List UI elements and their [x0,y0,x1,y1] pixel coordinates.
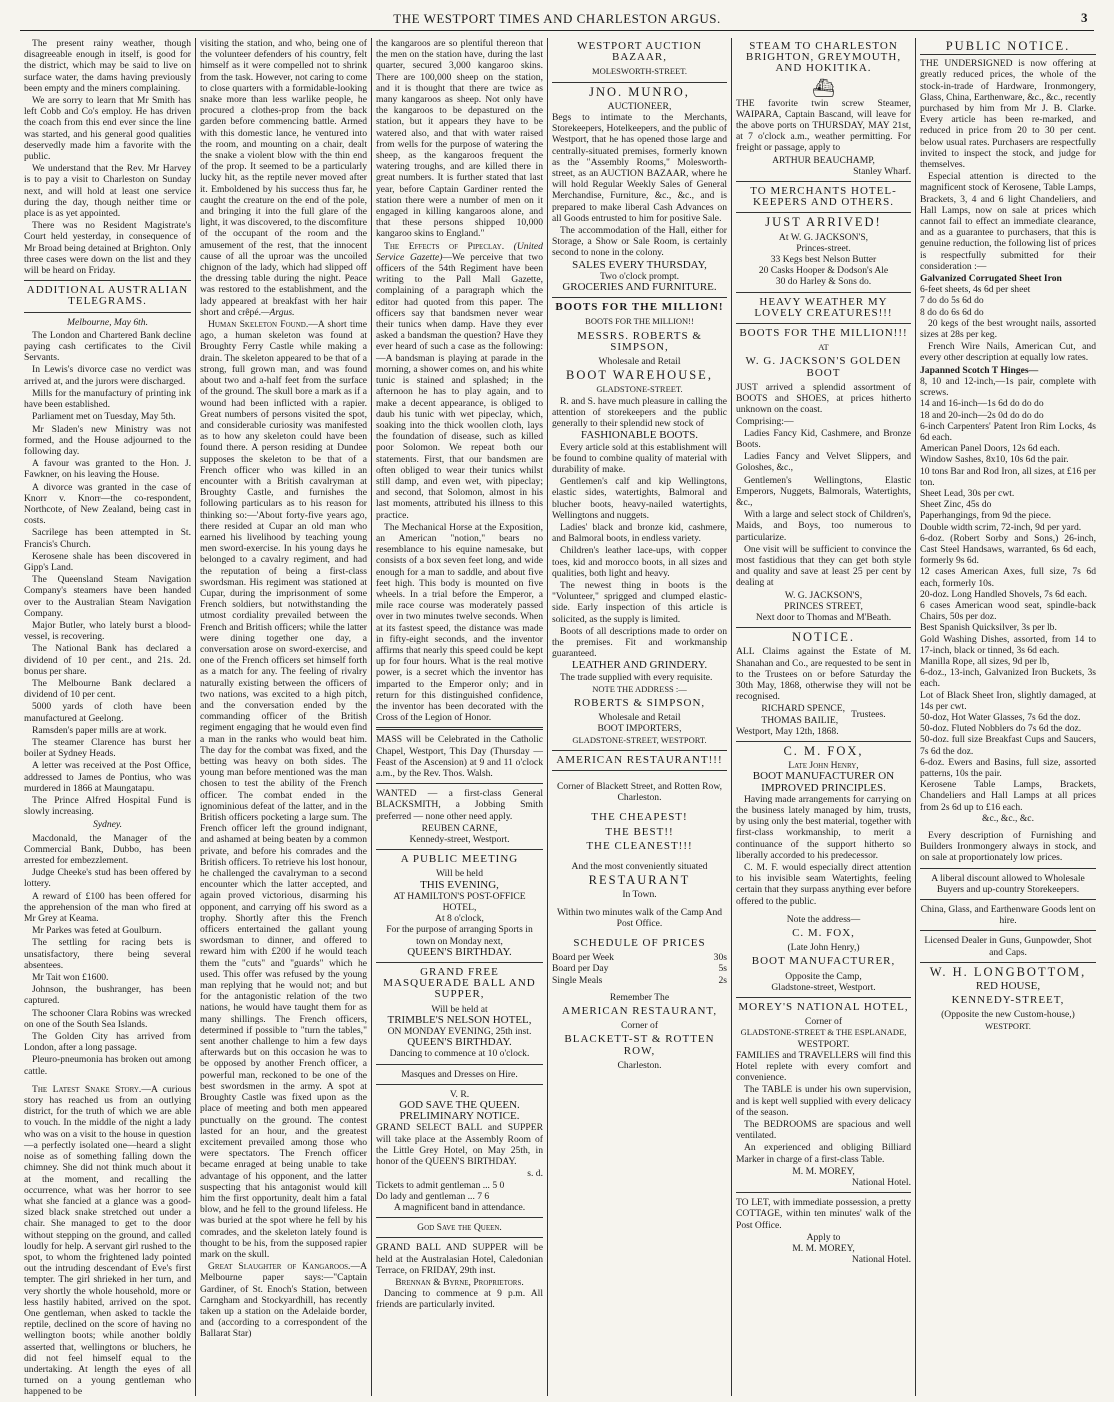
ad-line: Masques and Dresses on Hire. [401,1068,518,1080]
ad-line: M. M. MOREY, [792,1243,855,1255]
divider [376,1217,543,1218]
article-body: the kangaroos are so plentiful thereon that the men on the station have, during the last quarter, secured 3,000 kangaroo skins. There are 100,000 sheep on the station, and it is thought that there are twice as many kangaroos as sheep. Not only have the kangaroos to be depastured on the station, but it appears they have to be watered also, and that with water raised from wells for the purpose of watering the sheep, as the kangaroos frequent the watering troughs, and are killed there in great numbers. It is further stated that last year, before Captain Gardiner rented the station there were a number of men on it engaged in killing kangaroos alone, and that these persons shipped 10,000 kangaroo skins to England." [376,38,543,240]
telegram-item: Pleuro-pneumonia has broken out among cattle. [24,1054,191,1077]
ad-text: The TABLE is under his own supervision, and is kept well supplied with every delicacy of the season. [736,1084,911,1118]
ad-title: BOOT MANUFACTURER, [751,955,896,968]
telegram-item: Sacrilege has been attempted in St. Francis's Church. [24,527,191,550]
ad-line: TRIMBLE'S NELSON HOTEL, [387,1013,532,1026]
ad-line: GOD SAVE THE QUEEN. [399,1099,520,1112]
column-5 [732,38,916,1396]
ad-line: (Opposite the new Custom-house,) [941,1009,1075,1021]
page-number: 3 [1081,10,1088,25]
ad-line: Westport, May 12th, 1868. [736,725,839,737]
telegrams-heading: ADDITIONAL AUSTRALIAN TELEGRAMS. [26,284,189,308]
list-item: Paperhangings, from 9d the piece. [920,510,1052,522]
ad-title: SCHEDULE OF PRICES [573,937,706,950]
ad-line: Gladstone-street, Westport. [771,981,876,993]
ad-text: THE UNDERSIGNED is now offering at greatly reduced prices, the whole of the stock-in-trade of Hardware, Ironmongery, Glass, China, Earthenware, &c., &c., recently purchased by him from Mr J. B. Clarke. Every article has been re-marked, and reduced in price from 20 to 30 per cent. below usual rates. Purchasers are respectfully invited to inspect the stock, and judge for themselves. [920,58,1096,171]
article-body: —We perceive that two officers of the 54th Regiment have been writing to the Pall Mall Gazette, complaining of a paragraph which the editor had quoted from this paper. The officers say that bandsmen never wear their tunics when damp. Have they ever asked a bandsman the question? Have they ever heard of such a case as the following:—A bandsman is playing at parade in the morning, a shower comes on, and his white tunic is stained and splashed; in the afternoon he has to play again, and to make a decent appearance, is obliged to daub his tunic with wet pipeclay, which, soaking into the thick woollen cloth, lays the foundation of disease, such as killed poor Solomon. We repeat both our statements. First, that our bandsmen are often obliged to wear their tunics whilst still damp, and even wet, with pipeclay; and second, that Solomon, almost in his last moments, attributed his illness to this practice. [376,251,543,521]
telegram-item: Johnson, the bushranger, has been captured. [24,984,191,1007]
ad-line: AT HAMILTON'S POST-OFFICE HOTEL, [393,890,526,914]
ad-line: At 8 o'clock, [435,913,484,925]
ad-line: Comprising:— [736,416,794,428]
ad-line: FASHIONABLE BOOTS. [580,429,699,442]
telegram-item: Judge Cheeke's stud has been offered by lottery. [24,867,191,890]
price-row [552,963,727,974]
article-source: —Argus. [261,306,295,318]
ad-title: BOOTS FOR THE MILLION! [555,301,724,314]
ad-title: RESTAURANT [588,873,691,888]
article-body: —A curious story has reached us from an outlying district, for the truth of which we are able to vouch. In the middle of the night a lady who was on a visit to the house in question—a perfectly isolated one—heard a slight noise as of something falling down the chimney. She did not think much about it at the moment, and recalling the occurrence, what was her horror to see what she fancied at a glance was a good-sized black snake stretched out under a chair. She managed to get to the door without stepping on the ground, and called loudly for help. A servant girl rushed to the spot, to whom the frightened lady pointed out the intruding descendant of Eve's first tempter. The girl shrieked in her turn, and very shortly the whole household, more or less hastily habited, arrived on the spot. One gentleman, when asked to tackle the reptile, declined on the score of having no wellington boots; while another boldly asserted that, wellingtons or bluchers, he did not feel himself equal to the undertaking. At length the eyes of all turned on a young gentleman who happened to be [24,1083,191,1396]
price-value: 2s [718,974,727,986]
divider [920,868,1096,869]
ad-line: QUEEN'S BIRTHDAY. [407,1036,512,1049]
telegram-item: Mr Tait won £1600. [32,972,109,984]
ad-line: Charleston. [617,1059,662,1071]
telegram-item: The National Bank has declared a dividend of 10 per cent., and 21s. 2d. bonus per share. [24,643,191,677]
price-label: Board per Week [552,952,614,964]
divider [376,962,543,963]
ad-line: 30 do Harley & Sons do. [775,276,872,288]
ad-text: JUST arrived a splendid assortment of BOOTS and SHOES, at prices hitherto unknown on the coast. [736,381,911,416]
ad-text: The newest thing in boots is the "Volunteer," sprigged and clumped elastic-side. Early inspection of this article is solicited, as the supply is limited. [552,579,727,625]
columns [20,38,1100,1396]
column-6 [916,38,1100,1396]
divider [736,323,911,324]
ad-title: MOREY'S NATIONAL HOTEL, [738,1001,909,1014]
ad-line: AUCTIONEER, [607,100,672,112]
telegram-item: Kerosene shale has been discovered in Gipp's Land. [24,550,191,573]
divider [736,627,911,628]
list-item: Sheet Lead, 30s per cwt. [920,487,1015,499]
ad-text: Boots of all descriptions made to order on the premises. Fit and workmanship guaranteed. [552,625,727,660]
divider [376,1064,543,1065]
ad-title: W. H. LONGBOTTOM, [929,964,1087,979]
price-label: Single Meals [552,974,603,986]
list-item: 8 do do 6s 6d do [920,306,984,318]
ad-text: Every article sold at this establishment will be found to combine quality of material with durability of make. [552,441,727,475]
masthead-title: THE WESTPORT TIMES AND CHARLESTON ARGUS. [393,11,721,26]
ad-text: Every description of Furnishing and Builders Ironmongery always in stock, and on sale at proportionately low prices. [920,830,1096,864]
news-paragraph: There was no Resident Magistrate's Court held yesterday, in consequence of Mr Broad being detained at Brighton. Only three cases were down on the list and they will be heard on Friday. [24,220,191,277]
column-3 [372,38,548,1396]
ad-line: Do lady and gentleman ... 7 6 [376,1190,490,1202]
ad-line: National Hotel. [851,1254,911,1266]
ad-line: Corner of [804,1016,843,1028]
ad-title: W. G. JACKSON'S GOLDEN BOOT [745,355,902,379]
ad-line: Note the address— [786,913,861,925]
news-paragraph: We understand that the Rev. Mr Harvey is to pay a visit to Charleston on Sunday next, and will hold at least one service during the day, though neither time or place is as yet appointed. [24,163,191,220]
ad-line: Wholesale and Retail [598,356,681,368]
list-item: Double width scrim, 72-inch, 9d per yard. [920,521,1082,533]
ad-line: Wholesale and Retail [598,712,681,724]
telegram-item: A favour was granted to the Hon. J. Fawkner, on his leaving the House. [24,458,191,481]
steamship-icon: ⛴ [812,77,835,98]
ad-line: THE CLEANEST!!! [586,839,693,852]
telegram-item: A reward of £100 has been offered for the apprehension of the man who fired at Mr Grey at Keama. [24,890,191,925]
ad-line: &c., &c., &c. [982,812,1034,824]
telegram-item: A divorce was granted in the case of Knorr v. Knorr—the co-respondent, Northcote, of New Zealand, being cast in costs. [24,481,191,527]
ad-title: NOTICE. [792,630,855,645]
divider [736,741,911,742]
ad-line: Dancing to commence at 9 p.m. All friends are particularly invited. [376,1288,543,1311]
ad-text: The trade supplied with every requisite. [560,671,713,683]
price-value: 5s [718,963,727,975]
list-item: 50-doz, Hot Water Glasses, 7s 6d the doz. [920,711,1081,723]
column-4 [548,38,732,1396]
ad-line: Brennan & Byrne, Proprietors. [395,1276,524,1288]
divider [736,181,911,182]
divider [920,962,1096,963]
ad-text: One visit will be sufficient to convince the most fastidious that they can get both style and quality and save at least 25 per cent by dealing at [736,543,911,589]
article-text: visiting the station, and who, being one of the volunteer defenders of his country, felt himself as it were compelled not to shrink from the task. However, not caring to come to close quarters with a formidable-looking snake more than less warlike people, he procured a clothes-prop from the back garden before commencing battle. Armed with this domestic lance, he ventured into the room, and mounting on a chair, dealt the snake a violent blow with the thin end of the prop. It seemed to be a particularly lucky hit, as the reptile never moved after it. Emboldened by his success thus far, he caught the creature on the end of the pole, and bringing it into the full glare of the light, it was discovered, to the discomfiture of the occupant of the room and the amusement of the rest, that the innocent cause of all the uproar was the uncoiled chignon of the lady, which had slipped off the dressing table during the night. Peace was restored to the establishment, and the lady appeared at breakfast with her hair short and crêpé. [200,38,367,318]
ad-line: THE BEST!! [605,825,674,838]
ad-line: Corner of Blackett Street, and Rotten Row, Charleston. [556,780,723,804]
ad-title: ROBERTS & SIMPSON, [573,696,706,709]
article-title: Human Skeleton Found. [208,319,309,331]
divider [552,82,727,83]
ad-line: Corner of [620,1020,659,1032]
ad-title: PUBLIC NOTICE. [920,41,1096,55]
list-item: 6-doz., 13-inch, Galvanized Iron Buckets, 3s each. [920,667,1096,690]
list-item: 6-doz. (Robert Sorby and Sons,) 26-inch, Cast Steel Handsaws, warranted, 6s 6d each, formerly 9s 6d. [920,532,1096,567]
ad-line: 33 Kegs best Nelson Butter [770,254,877,266]
divider [376,1084,543,1085]
telegram-item: 5000 yards of cloth have been manufactured at Geelong. [24,701,191,724]
ad-line: AMERICAN RESTAURANT, [561,1005,718,1018]
ad-text: ALL Claims against the Estate of M. Shanahan and Co., are requested to be sent in to the Trustees on or before Saturday the 30th May, 1868, otherwise they will not be recognised. [736,646,911,703]
divider [736,1192,911,1193]
ad-title: BOOT WAREHOUSE, [566,368,713,383]
telegram-item: The London and Chartered Bank decline paying cash certificates to the Civil Servants. [24,329,191,364]
ad-line: Will be held [435,868,484,880]
article-title: The Latest Snake Story. [32,1083,142,1095]
ad-line: RED HOUSE, [975,980,1041,993]
list-item: American Panel Doors, 12s 6d each. [920,443,1060,455]
ad-line: WESTPORT. [797,1038,850,1050]
ad-line: Will be held at [431,1003,488,1015]
ad-line: BOOT IMPORTERS, [597,723,682,735]
ad-line: 20 Casks Hooper & Dodson's Ale [758,265,889,277]
ad-title: TO MERCHANTS HOTEL-KEEPERS AND OTHERS. [750,185,897,209]
ad-line: KENNEDY-STREET, [951,994,1065,1007]
telegram-item: The Prince Alfred Hospital Fund is slowly increasing. [24,795,191,818]
article-title: The Effects of Pipeclay. [384,240,505,252]
ad-title: MESSRS. ROBERTS & SIMPSON, [577,329,702,353]
list-item: 7 do do 5s 6d do [920,295,984,307]
divider [376,849,543,850]
list-item: 50-doz. full size Breakfast Cups and Saucers, 7s 6d the doz. [920,734,1096,757]
ad-line: Tickets to admit gentleman ... 5 0 [376,1179,505,1191]
ad-wanted-name: REUBEN CARNE, [421,822,498,834]
telegram-item: Mills for the manufactury of printing ink have been established. [24,387,191,411]
price-row [552,975,727,986]
article-body [200,38,367,318]
ad-line: (Late John Henry,) [787,942,860,954]
ad-title: BOOTS FOR THE MILLION!!! [739,327,908,340]
telegram-item: Mr Sladen's new Ministry was not formed, and the House adjourned to the following day. [24,423,191,457]
ad-grand-ball: GRAND BALL AND SUPPER will be held at the Australasian Hotel, Caledonian Terrace, on FRIDAY, 29th inst. [376,1242,543,1276]
ad-wanted-address: Kennedy-street, Westport. [409,834,510,846]
list-item: Ladies Fancy and Velvet Slippers, and Goloshes, &c., [736,451,911,474]
telegram-item: The Golden City has arrived from London, after a long passage. [24,1031,191,1054]
ad-text: The BEDROOMS are spacious and well ventilated. [736,1119,911,1142]
ad-line: Stanley Wharf. [853,165,911,177]
list-item: Sheet Zinc, 45s do [920,499,992,511]
price-value: 30s [713,952,727,964]
ad-text: FAMILIES and TRAVELLERS will find this Hotel replete with every comfort and convenience. [736,1049,911,1084]
dateline-melbourne: Melbourne, May 6th. [67,316,148,328]
telegram-item: Parliament met on Tuesday, May 5th. [32,411,176,423]
divider [376,783,543,784]
telegram-item: In Lewis's divorce case no verdict was arrived at, and the jurors were discharged. [24,364,191,387]
ad-text: Having made arrangements for carrying on the business lately managed by him, trusts, by using only the best material, together with first-class workmanship, to merit a continuance of the support hitherto so liberally accorded to his predecessor. [736,793,911,861]
ad-text: Children's leather lace-ups, with copper toes, kid and morocco boots, in all sizes and qualities, both light and heavy. [552,545,727,579]
news-paragraph: The present rainy weather, though disagreeable enough in itself, is good for the district, which may be said to live on surface water, the dams having previously been empty and the miners complaining. [24,38,191,94]
ad-title: WESTPORT AUCTION BAZAAR, [577,40,702,64]
ad-title: C. M. FOX, [792,927,855,940]
ad-line: God Save the Queen. [417,1222,502,1234]
ad-title: HEAVY WEATHER MY LOVELY CREATURES!!! [754,295,893,319]
ad-line: BOOT MANUFACTURER ON [752,770,895,783]
ad-text: R. and S. have much pleasure in calling the attention of storekeepers and the public generally to their splendid new stock of [552,395,727,430]
telegram-item: The settling for racing bets is unsatisfactory, there being several absentees. [24,937,191,971]
ad-line: AT [818,342,829,353]
ad-text: THE favorite twin screw Steamer, WAIPARA, Captain Bascand, will leave for the above ports on THURSDAY, MAY 21st, at 7 o'clock a.m., weather permitting. For freight or passage, apply to [736,97,911,154]
ad-text: Begs to intimate to the Merchants, Storekeepers, Hotelkeepers, and the public of Westport, that he has opened those large and centrally-situated premises, formerly known as the "Assembly Rooms," Molesworth-street, as an AUCTION BAZAAR, where he will hold Regular Weekly Sales of General Merchandise, Furniture, &c., &c., and is prepared to make liberal Cash Advances on all Goods entrusted to him for positive Sale. [552,112,727,224]
ad-line: THE CHEAPEST! [591,811,688,824]
ad-line: Apply to [806,1231,841,1243]
list-item: Lot of Black Sheet Iron, slightly damaged, at 14s per cwt. [920,689,1096,712]
divider [736,292,911,293]
ad-title: STEAM TO CHARLESTON BRIGHTON, GREYMOUTH, AND HOKITIKA. [745,40,902,75]
ad-text: Especial attention is directed to the magnificent stock of Kerosene, Table Lamps, Brackets, 3, 4 and 6 light Chandeliers, and Hall Lamps, now on sale at prices which cannot fail to effect an immediate clearance, and as a guarantee to purchasers, that this is genuine reduction, the following list of prices is respectfully submitted for their consideration :— [920,171,1096,272]
ad-line: Two o'clock prompt. [599,270,680,282]
telegram-item: The Queensland Steam Navigation Company's steamers have been handed over to the Australian Steam Navigation Company. [24,574,191,619]
ad-line: QUEEN'S BIRTHDAY. [407,945,512,958]
ad-text: An experienced and obliging Billiard Marker in charge of a first-class Table. [736,1142,911,1165]
ad-text: Licensed Dealer in Guns, Gunpowder, Shot and Caps. [924,935,1092,958]
ad-line: THIS EVENING, [420,878,499,891]
ad-line: Next door to Thomas and M'Beath. [755,611,892,623]
ad-title: AMERICAN RESTAURANT!!! [556,753,723,766]
article-body: —A short time ago, a human skeleton was found at Broughty Ferry Castle while making a drain. The skeleton appeared to be that of a strong, full grown man, and was found about two and a-half feet from the surface of the ground. The skull bore a mark as if a wound had been inflicted with a rapier. Great numbers of persons visited the spot, and considerable curiosity was manifested as to how any skeleton could have been found there. A person residing at Dundee supposes the skeleton to be that of a French officer who was killed in an encounter with a British cavalryman at Broughty Castle, and furnishes the following particulars as to his reason for thinking so:—'About forty-five years ago, there resided at Cupar an old man who earned his livelihood by teaching young men sword-exercise. In his young days he belonged to a cavalry regiment, and had the reputation of being a first-class swordsman. His regiment was stationed at Cupar, during the imprisonment of some French soldiers, but notwithstanding the utmost cordiality prevailed between the French and British officers; while the latter were dining together one day, a conversation arose on sword-exercise, and one of the French officers set himself forth as a match for any. The feeling of rivalry naturally existing between the officers of two nations, was excited to a high pitch, and the conversation ended by the commanding officer of the British regiment engaging that he would even find a man in the ranks who would beat him. The day for the combat was fixed, and the betting was heavy on both sides. The young man before mentioned was the man chosen to test the ability of the French officer. The combat ended in the ignominious defeat of the latter, and in the British officers pocketing a large sum. The French officer left the ground indignant, and ashamed at being beaten by a common private, and before his comrades and the British officers. To retrieve his lost honour, he challenged the cavalryman to a second encounter which the latter accepted, and again proved victorious, disarming his opponent, and carrying off his sword as a trophy. Shortly after this the French officers entertained the gallant young swordsman to dinner, and offered to reward him with £200 if he would teach them the "cuts" and "guards" which he used. This offer was refused by the young man replying that he would not; and but for the antagonistic relation of the two nations, he would have taught them for as many shillings. The French officers, determined if possible to "turn the tables," sent another challenge to him a few days afterwards but on this occasion he was to be opposed by another French officer, a powerful man, reckoned to be one of the best swordsmen in the army. A spot at Broughty Castle was fixed upon as the place of meeting and both men appeared punctually on the ground. The contest lasted for an hour, and the greatest excitement prevailed among those who were spectators. The French officer became enraged at being unable to take advantage of his opponent, and the latter suspecting that his antagonist would kill him the first opportunity, dealt him a fatal blow, and he fell to the ground lifeless. He was buried at the spot where he fell by his comrades, and the skeleton lately found is thought to be his, from the supposed rapier mark on the skull. [200,319,367,1260]
ad-line: At W. G. JACKSON'S, [778,231,869,243]
ad-line: W. G. JACKSON'S, [784,589,863,601]
column-2 [196,38,372,1396]
ad-line: M. M. MOREY, [792,1165,855,1177]
news-paragraph: We are sorry to learn that Mr Smith has left Cobb and Co's employ. He has driven the coach from this end ever since the line was started, and his general good qualities deservedly made him a favorite with the public. [24,95,191,163]
ad-title: C. M. FOX, [783,743,864,758]
article-horse: The Mechanical Horse at the Exposition, an American "notion," bears no resemblance to his equine namesake, but consists of a box seven feet long, and wide enough for a man to saddle, and about five feet high. This body is mounted on five wheels. In a trial before the Emperor, a mile race course was moderately passed over in two minutes twelve seconds. When at its fastest speed, the distance was made in fifty-eight seconds, and the inventor affirms that nearly this speed could be kept up for four hours. What is the real motive power, is a secret which the inventor has imparted to the Emperor only; and in return for this distinguished confidence, the inventor has been decorated with the Cross of the Legion of Honor. [376,521,543,724]
list-item: 12 cases American Axes, full size, 7s 6d each, formerly 10s. [920,566,1096,589]
ad-line: Princes-street. [796,242,851,254]
article-skeleton [200,319,367,1260]
ad-subheading: Galvanized Corrugated Sheet Iron [920,273,1062,285]
ad-text: Gentlemen's calf and kip Wellingtons, elastic sides, watertights, Balmoral and blucher boots, heavy-nailed watertights, Wellingtons and nuggets. [552,476,727,521]
list-item: 6 cases American wood seat, spindle-back Chairs, 50s per doz. [920,599,1096,623]
ad-line: PRELIMINARY NOTICE. [399,1110,520,1123]
divider [920,930,1096,931]
telegram-item: Macdonald, the Manager of the Commercial Bank, Dubbo, has been arrested for embezzlement. [24,832,191,867]
trustee-names [761,703,845,725]
ad-line: Dancing to commence at 10 o'clock. [389,1048,530,1060]
ad-title: JUST ARRIVED! [765,215,882,230]
divider [736,212,911,213]
ad-line: BLACKETT-ST & ROTTEN ROW, [564,1033,715,1057]
list-item: Manilla Rope, all sizes, 9d per lb, [920,655,1050,667]
ad-line: SALES EVERY THURSDAY, [572,258,707,271]
ad-line: For the purpose of arranging Sports in town on Monday next, [386,924,533,947]
divider [920,899,1096,900]
list-item: Gold Washing Dishes, assorted, from 14 to 17-inch, black or tinned, 3s 6d each. [920,633,1096,656]
column-1 [20,38,196,1396]
telegram-item: Major Butler, who lately burst a blood-vessel, is recovering. [24,619,191,643]
list-item: 50-doz. Fluted Nobblers do 7s 6d the doz. [920,723,1082,735]
ad-text: China, Glass, and Earthenware Goods lent on hire. [920,904,1096,927]
ad-line: GLADSTONE-STREET, WESTPORT. [572,734,707,745]
article-snake [24,1084,191,1396]
telegram-item: Ramsden's paper mills are at work. [32,724,167,736]
list-item: 8, 10 and 12-inch,—1s pair, complete with screws. [920,375,1096,399]
divider [552,750,727,751]
ad-line: MOLESWORTH-STREET. [592,66,687,77]
ad-line: Late John Henry, [788,760,859,772]
ad-select-ball: GRAND SELECT BALL and SUPPER will take place at the Assembly Room of the Little Grey Hotel, on May 25th, in honor of the QUEEN'S BIRTHDAY. [376,1122,543,1168]
ad-mass: MASS will be Celebrated in the Catholic Chapel, Westport, This Day (Thursday — Feast of the Ascension) at 9 and 11 o'clock a.m., by the Rev. Thos. Walsh. [376,734,543,779]
ad-line: LEATHER AND GRINDERY. [571,659,708,672]
ad-line: And the most conveniently situated [571,861,708,872]
list-item: 18 and 20-inch—2s 0d do do do [920,409,1044,421]
ad-text: The accommodation of the Hall, either for Storage, a Show or Sale Room, is certainly second to none in the colony. [552,225,727,259]
ad-line: In Town. [622,889,657,901]
price-label: Board per Day [552,963,609,975]
ad-line: Remember The [609,991,670,1003]
ad-line: Within two minutes walk of the Camp And Post Office. [556,906,723,929]
ad-line: ARTHUR BEAUCHAMP, [772,154,875,166]
divider [376,727,543,730]
ad-line: WESTPORT. [985,1020,1031,1031]
ad-text: TO LET, with immediate possession, a pretty COTTAGE, within ten minutes' walk of the Post Office. [736,1197,911,1231]
list-item: 20 kegs of the best wrought nails, assorted sizes at 28s per keg. [920,317,1096,341]
ad-line: Opposite the Camp, [785,970,862,982]
ad-text: Ladies' black and bronze kid, cashmere, and Balmoral boots, in endless variety. [552,521,727,545]
telegram-item: Mr Parkes was feted at Goulburn. [32,925,162,937]
ad-wanted: WANTED — a first-class General BLACKSMITH, a Jobbing Smith preferred — none other need apply. [376,788,543,822]
telegram-item: The steamer Clarence has burst her boiler at Sydney Heads. [24,736,191,760]
telegram-item: The Melbourne Bank declared a dividend of 10 per cent. [24,677,191,701]
list-item: 6-doz. Ewers and Basins, full size, assorted patterns, 10s the pair. [920,756,1096,779]
divider [376,1237,543,1238]
list-item: 6-feet sheets, 4s 6d per sheet [920,284,1031,296]
price-row [552,952,727,963]
list-item: Best Spanish Quicksilver, 3s per lb. [920,622,1057,634]
divider [552,770,727,771]
ad-text: With a large and select stock of Children's, Maids, and Boys, too numerous to particularize. [736,509,911,543]
article-title: Great Slaughter of Kangaroos. [208,1261,351,1273]
list-item: Window Sashes, 8x10, 10s 6d the pair. [920,454,1069,466]
list-item: 10 tons Bar and Rod Iron, all sizes, at £16 per ton. [920,465,1096,488]
ad-line: GROCERIES AND FURNITURE. [562,281,717,294]
list-item: French Wire Nails, American Cut, and every other description at equally low rates. [920,341,1096,364]
ad-public-meeting-title: A PUBLIC MEETING [400,853,519,866]
masthead [20,8,1094,31]
ad-line: BOOTS FOR THE MILLION!! [585,316,694,327]
ad-line: s. d. [527,1168,543,1180]
article-source: (United Service Gazette) [376,240,543,263]
ad-line: National Hotel. [851,1177,911,1189]
list-item: 14 and 16-inch—1s 6d do do do [920,398,1044,410]
dateline-sydney: Sydney. [92,819,123,831]
article-body: —A Melbourne paper says:—"Captain Gardiner, of St. Enoch's Station, between Carngham and Stockyardhill, has recently taken up a station on the Adelaide border, and (according to a correspondent of the Ballarat Star) [200,1261,367,1340]
list-item: Kerosene Table Lamps, Brackets, Chandeliers and Hall Lamps at all prices from 2s 6d up to £16 each. [920,779,1096,813]
divider [736,997,911,998]
ad-line: NOTE THE ADDRESS :— [592,683,687,694]
ad-line: IMPROVED PRINCIPLES. [761,781,886,794]
ad-line: GLADSTONE-STREET & THE ESPLANADE, [740,1027,907,1038]
article-kangaroos [200,1261,367,1339]
ad-line: V. R. [449,1088,470,1100]
ad-masquerade-title: GRAND FREE MASQUERADE BALL AND SUPPER, [383,966,536,1001]
divider [552,297,727,298]
list-item: Ladies Fancy Kid, Cashmere, and Bronze Boots. [736,427,911,450]
ad-title: JNO. MUNRO, [589,84,690,99]
ad-text: C. M. F. would especially direct attention to his invisible seam Watertights, feeling certain that they surpass anything ever before offered to the public. [736,862,911,907]
list-item: Gentlemen's Wellingtons, Elastic Emperors, Nuggets, Balmorals, Watertights, &c., [736,474,911,508]
trustees-label: Trustees. [851,708,886,720]
article-pipeclay [376,241,543,521]
ad-subheading: Japanned Scotch T Hinges— [920,364,1039,376]
divider [24,280,191,281]
trustees-block [736,703,911,725]
ad-line: PRINCES STREET, [784,600,863,612]
telegram-item: The schooner Clara Robins was wrecked on one of the South Sea Islands. [24,1007,191,1030]
ad-line: ON MONDAY EVENING, 25th inst. [387,1026,532,1038]
ad-text: A liberal discount allowed to Wholesale Buyers and up-country Storekeepers. [931,872,1085,895]
list-item: 6-inch Carpenters' Patent Iron Rim Locks, 4s 6d each. [920,420,1096,443]
ad-line: GLADSTONE-STREET. [596,384,683,395]
ad-line: A magnificent band in attendance. [393,1201,526,1213]
telegram-item: A letter was received at the Post Office, addressed to James de Pontius, who was murdered in 1866 at Maungatapu. [24,760,191,794]
divider [24,312,191,313]
trustee: THOMAS BAILIE, [761,714,839,726]
trustee: RICHARD SPENCE, [761,703,846,715]
list-item: 20-doz. Long Handled Shovels, 7s 6d each. [920,588,1088,600]
